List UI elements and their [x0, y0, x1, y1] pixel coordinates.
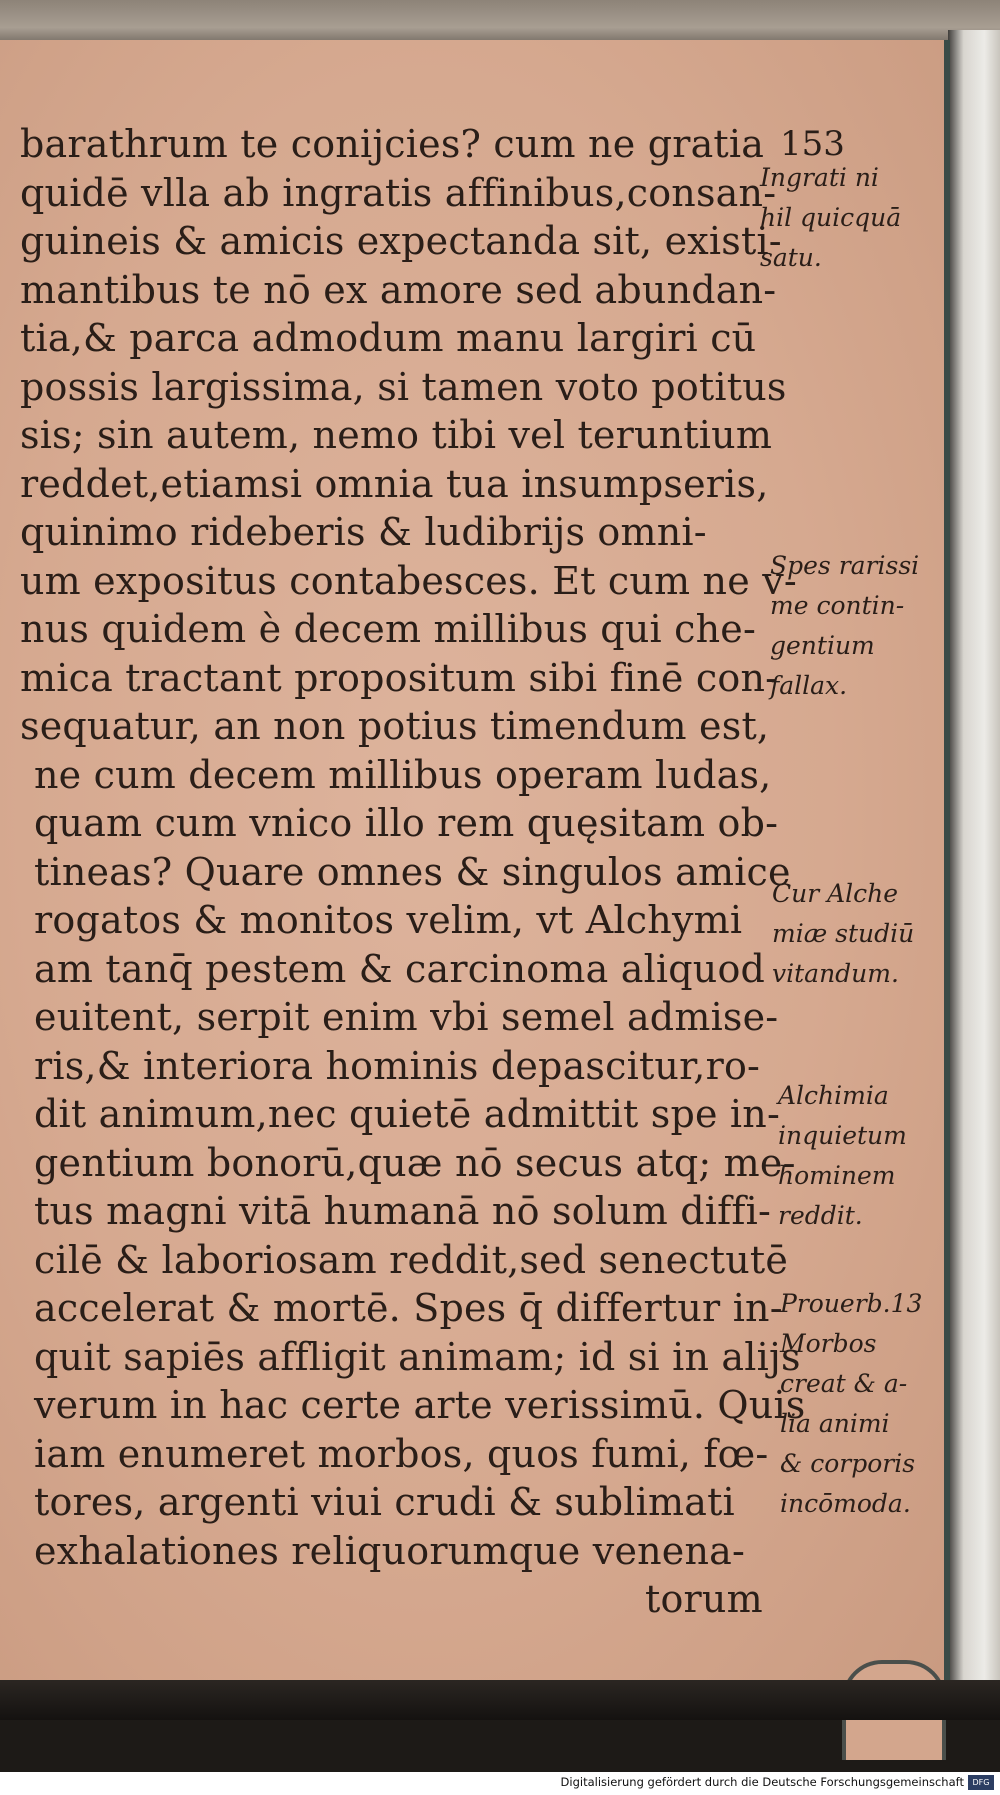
text-line: tores, argenti viui crudi & sublimati: [34, 1480, 735, 1524]
text-line: nus quidem è decem millibus qui che-: [20, 607, 757, 651]
margin-note-line: creat & a-: [780, 1369, 908, 1398]
text-line: quam cum vnico illo rem quęsitam ob-: [34, 801, 779, 845]
margin-note-line: Morbos: [780, 1329, 877, 1358]
margin-note-line: Spes rarissi: [770, 551, 920, 580]
text-line: mica tractant propositum sibi finē con-: [20, 655, 779, 700]
margin-note-line: inquietum: [778, 1121, 907, 1150]
margin-note-line: lia animi: [780, 1409, 890, 1438]
text-line: guineis & amicis expectanda sit, existi-: [20, 219, 782, 263]
text-line: quidē vlla ab ingratis affinibus,consan-: [20, 170, 777, 215]
text-line: cilē & laboriosam reddit,sed senectutē: [34, 1237, 789, 1282]
text-line: um expositus contabesces. Et cum ne v-: [20, 558, 797, 603]
text-line: verum in hac certe arte verissimū. Quis: [34, 1383, 806, 1427]
margin-note-line: satu.: [760, 243, 822, 272]
margin-note-line: vitandum.: [772, 959, 899, 988]
text-line: tus magni vitā humanā nō solum diffi-: [34, 1189, 772, 1233]
text-line: sequatur, an non potius timendum est,: [20, 704, 770, 748]
margin-note-line: reddit.: [778, 1201, 863, 1230]
text-line: exhalationes reliquorumque venena-: [34, 1528, 746, 1573]
funding-credit: Digitalisierung gefördert durch die Deutsche Forschungsgemeinschaft: [560, 1775, 964, 1789]
margin-note-alchemia-studium: [772, 874, 914, 994]
text-line: ne cum decem millibus operam ludas,: [34, 752, 772, 797]
text-line: accelerat & mortē. Spes q̄ differtur in-: [34, 1286, 783, 1330]
catchword: torum: [645, 1577, 763, 1621]
text-line: ris,& interiora hominis depascitur,ro-: [34, 1043, 761, 1088]
margin-note-line: & corporis: [780, 1449, 916, 1478]
text-line: sis; sin autem, nemo tibi vel teruntium: [20, 413, 773, 457]
margin-note-line: gentium: [770, 631, 875, 660]
margin-note-line: Alchimia: [778, 1081, 889, 1110]
text-line: euitent, serpit enim vbi semel admise-: [34, 995, 779, 1039]
dfg-logo: DFG: [968, 1775, 994, 1790]
text-line: iam enumeret morbos, quos fumi, fœ-: [34, 1431, 769, 1476]
margin-note-alchimia-inquietum: [778, 1076, 907, 1236]
text-line: possis largissima, si tamen voto potitus: [20, 364, 787, 409]
text-line: tineas? Quare omnes & singulos amice: [34, 849, 791, 894]
margin-note-line: Cur Alche: [772, 879, 899, 908]
text-line: dit animum,nec quietē admittit spe in-: [34, 1092, 781, 1136]
margin-note-line: incōmoda.: [780, 1489, 911, 1518]
text-line: quit sapiēs affligit animam; id si in alijs: [34, 1334, 801, 1379]
text-line: gentium bonorū,quæ nō secus atq; me-: [34, 1140, 796, 1185]
margin-note-spes: [770, 546, 919, 706]
margin-note-line: Prouerb.13: [780, 1289, 923, 1318]
margin-note-ingrati: [760, 158, 901, 278]
margin-note-prouerb: [780, 1284, 922, 1524]
margin-note-line: miæ studiū: [772, 919, 915, 948]
margin-note-line: hominem: [778, 1161, 896, 1190]
footer-bar: [0, 1772, 1000, 1795]
text-line: mantibus te nō ex amore sed abundan-: [20, 267, 777, 312]
margin-note-line: Ingrati ni: [760, 163, 879, 192]
text-line: tia,& parca admodum manu largiri cū: [20, 316, 757, 360]
text-line: quinimo rideberis & ludibrijs omni-: [20, 510, 707, 554]
page-number: 153: [780, 124, 845, 164]
book-cover-edge: [948, 30, 1000, 1720]
text-line: barathrum te conijcies? cum ne gratia: [20, 122, 765, 166]
text-line: rogatos & monitos velim, vt Alchymi: [34, 898, 743, 942]
margin-note-line: fallax.: [770, 671, 848, 700]
page-bottom-shadow: [0, 1680, 1000, 1720]
text-line: am tanq̄ pestem & carcinoma aliquod: [34, 946, 766, 991]
margin-note-line: me contin-: [770, 591, 905, 620]
margin-note-line: hil quicquā: [760, 203, 902, 232]
text-line: reddet,etiamsi omnia tua insumpseris,: [20, 461, 769, 506]
